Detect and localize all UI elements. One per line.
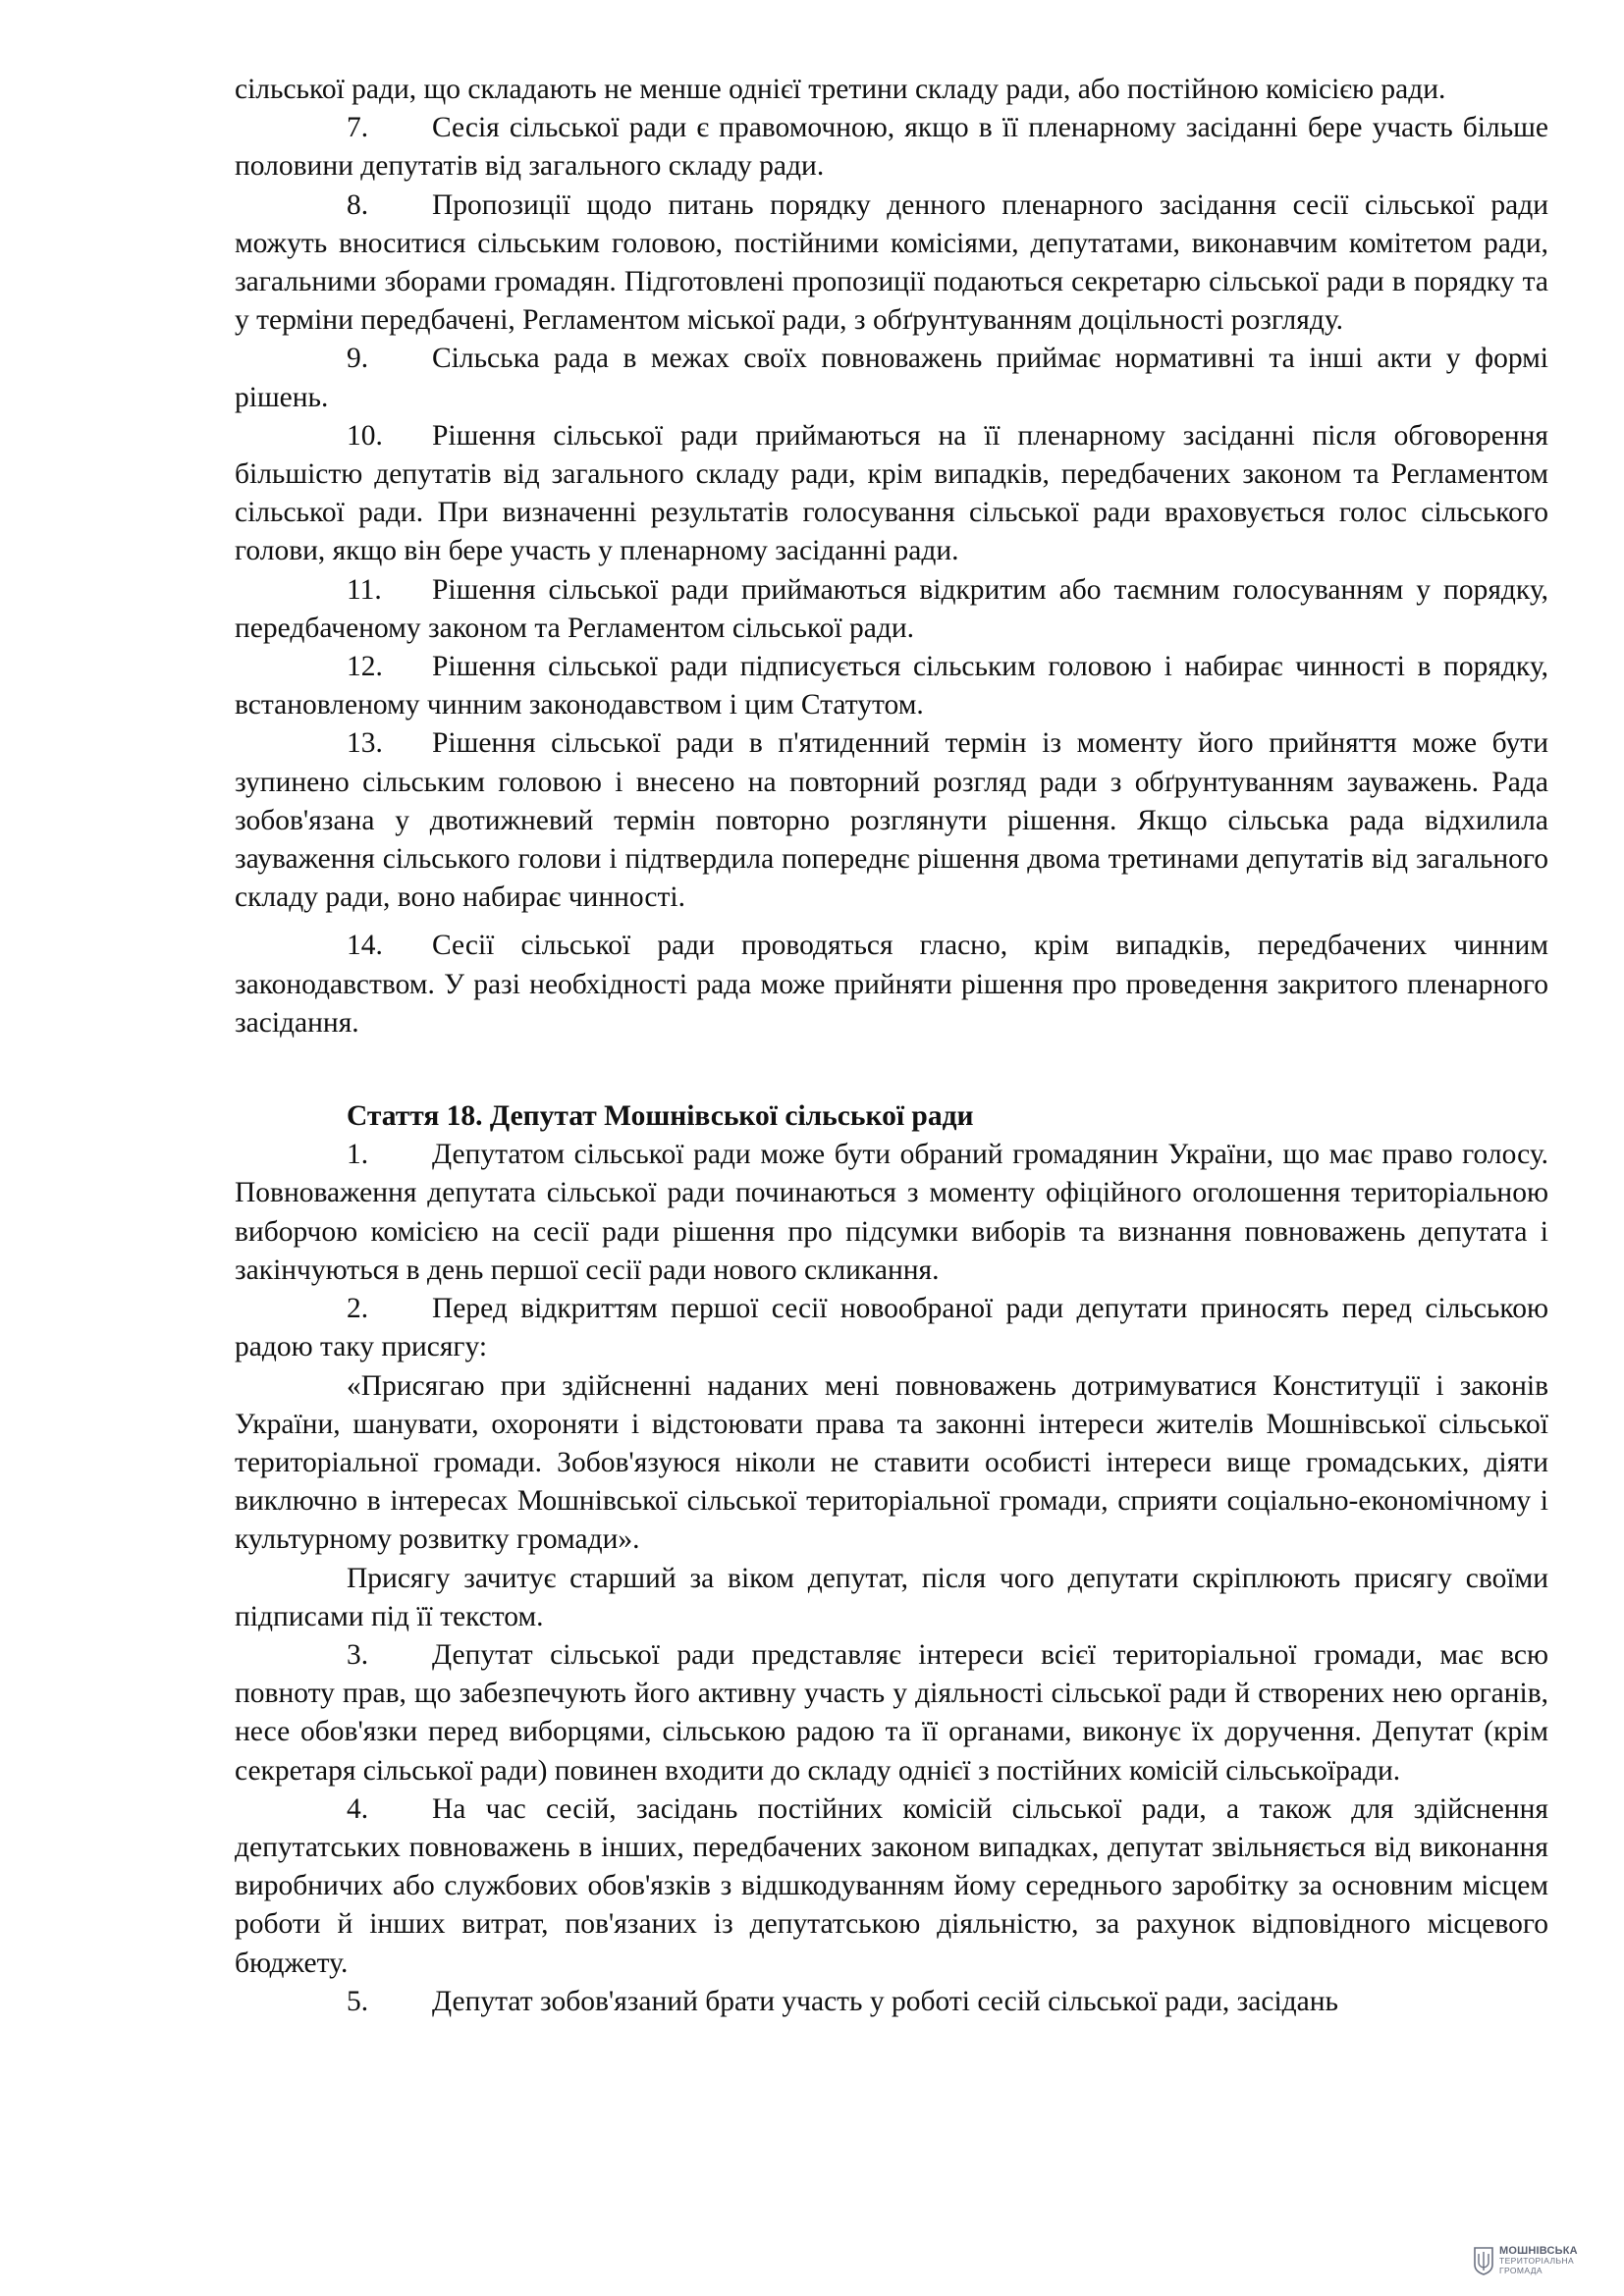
list-item-10 xyxy=(235,417,1548,571)
logo-subtitle-1: ТЕРИТОРІАЛЬНА xyxy=(1499,2256,1575,2266)
item-number: 3. xyxy=(347,1638,369,1671)
item-text: Сесії сільської ради проводяться гласно, крім випадків, передбачених чинним законодавством. У разі необхідності рада може прийняти рішення про проведення закритого пленарного засідання. xyxy=(235,930,1548,1039)
trident-shield-icon xyxy=(1473,2246,1494,2275)
logo-title: МОШНІВСЬКА xyxy=(1499,2245,1578,2257)
list-item-5 xyxy=(235,1983,1548,2021)
article-heading: Стаття 18. Депутат Мошнівської сільської ради xyxy=(347,1100,974,1133)
item-text: Рішення сільської ради приймаються на її пленарному засіданні після обговорення більшістю депутатів від загального складу ради, крім випадків, передбачених законом та Регламентом сільської ради. При визначенні результатів голосування сільської ради враховується голос сільського голови, якщо він бере участь у пленарному засіданні ради. xyxy=(235,419,1548,567)
item-text: Рішення сільської ради приймаються відкритим або таємним голосуванням у порядку, передбаченому законом та Регламентом сільської ради. xyxy=(235,573,1548,644)
item-number: 5. xyxy=(347,1985,369,2017)
item-text: Депутат зобов'язаний брати участь у роботі сесій сільської ради, засідань xyxy=(432,1985,1339,2017)
list-item-3 xyxy=(235,1636,1548,1790)
item-text: Депутат сільської ради представляє інтереси всієї територіальної громади, має всю повноту прав, що забезпечують його активну участь у діяльності сільської ради й створених нею органів, несе обов'язки перед виборцями, сільською радою та її органами, виконує їх доручення. Депутат (крім секретаря сільської ради) повинен входити до складу однієї з постійних комісій сільськоїради. xyxy=(235,1638,1548,1787)
list-item-12 xyxy=(235,648,1548,724)
list-item-1 xyxy=(235,1136,1548,1290)
item-text: На час сесій, засідань постійних комісій сільської ради, а також для здійснення депутатських повноважень в інших, передбачених законом випадках, депутат звільняється від виконання виробничих або службових обов'язків з відшкодуванням йому середнього заробітку за основним місцем роботи й інших витрат, пов'язаних із депутатською діяльністю, за рахунок відповідного місцевого бюджету. xyxy=(235,1792,1548,1979)
list-item-14 xyxy=(235,927,1548,1042)
item-number: 10. xyxy=(347,419,383,452)
item-number: 4. xyxy=(347,1792,369,1825)
item-number: 9. xyxy=(347,343,369,375)
logo-subtitle-2: ГРОМАДА xyxy=(1499,2266,1543,2275)
list-item-13 xyxy=(235,724,1548,917)
oath-paragraph: «Присягаю при здійсненні наданих мені повноважень дотримуватися Конституції і законів України, шанувати, охороняти і відстоювати права та законні інтереси жителів Мошнівської сільської територіальної громади. Зобов'язуюся ніколи не ставити особисті інтереси вище громадських, діяти виключно в інтересах Мошнівської сільської територіальної громади, сприяти соціально-економічному і культурному розвитку громади». xyxy=(235,1369,1548,1556)
continuation-paragraph: сільської ради, що складають не менше однієї третини складу ради, або постійною комісією ради. xyxy=(235,74,1446,105)
list-item-8 xyxy=(235,187,1548,341)
item-text: Перед відкриттям першої сесії новообраної ради депутати приносять перед сільською радою таку присягу: xyxy=(235,1293,1548,1363)
item-number: 8. xyxy=(347,188,369,221)
list-item-7 xyxy=(235,109,1548,186)
community-logo xyxy=(1473,2246,1578,2275)
item-text: Рішення сільської ради в п'ятиденний термін із моменту його прийняття може бути зупинено сільським головою і внесено на повторний розгляд ради з обґрунтуванням зауважень. Рада зобов'язана у двотижневий термін повторно розглянути рішення. Якщо сільська рада відхилила зауваження сільського голови і підтвердила попереднє рішення двома третинами депутатів від загального складу ради, воно набирає чинності. xyxy=(235,727,1548,914)
list-item-2 xyxy=(235,1290,1548,1366)
item-text: Депутатом сільської ради може бути обраний громадянин України, що має право голосу. Повноваження депутата сільської ради починаються з моменту офіційного оголошення територіальною виборчою комісією на сесії ради рішення про підсумки виборів та визнання повноважень депутата і закінчуються в день першої сесії ради нового скликання. xyxy=(235,1139,1548,1286)
document-page xyxy=(235,71,1548,2021)
item-number: 12. xyxy=(347,651,383,683)
list-item-4 xyxy=(235,1790,1548,1983)
item-text: Рішення сільської ради підписується сільським головою і набирає чинності в порядку, встановленому чинним законодавством і цим Статутом. xyxy=(235,651,1548,721)
list-item-11 xyxy=(235,571,1548,648)
item-number: 14. xyxy=(347,930,383,962)
oath-note-paragraph: Присягу зачитує старший за віком депутат, після чого депутати скріплюють присягу своїми підписами під її текстом. xyxy=(235,1562,1548,1632)
item-number: 1. xyxy=(347,1139,369,1171)
item-number: 11. xyxy=(347,573,382,606)
item-text: Сільська рада в межах своїх повноважень приймає нормативні та інші акти у формі рішень. xyxy=(235,343,1548,413)
item-number: 7. xyxy=(347,112,369,144)
item-text: Пропозиції щодо питань порядку денного пленарного засідання сесії сільської ради можуть вноситися сільським головою, постійними комісіями, депутатами, виконавчим комітетом ради, загальними зборами громадян. Підготовлені пропозиції подаються секретарю сільської ради в порядку та у терміни передбачені, Регламентом міської ради, з обґрунтуванням доцільності розгляду. xyxy=(235,188,1548,337)
list-item-9 xyxy=(235,340,1548,416)
item-number: 13. xyxy=(347,727,383,760)
item-number: 2. xyxy=(347,1293,369,1325)
item-text: Сесія сільської ради є правомочною, якщо в її пленарному засіданні бере участь більше половини депутатів від загального складу ради. xyxy=(235,112,1548,183)
